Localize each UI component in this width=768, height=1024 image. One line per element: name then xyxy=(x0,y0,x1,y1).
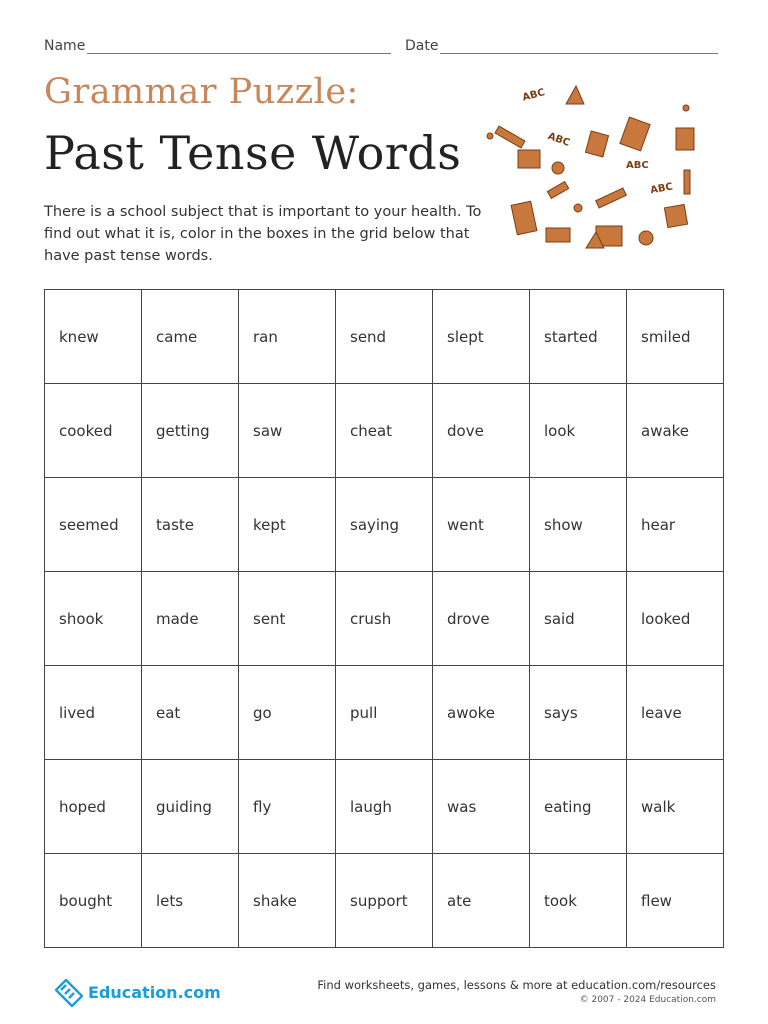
grid-cell[interactable]: leave xyxy=(627,666,724,760)
grid-cell[interactable]: made xyxy=(142,572,239,666)
education-logo[interactable] xyxy=(52,976,221,1008)
grid-cell[interactable]: guiding xyxy=(142,760,239,854)
grid-cell[interactable]: laugh xyxy=(336,760,433,854)
grid-cell[interactable]: saw xyxy=(239,384,336,478)
name-field[interactable] xyxy=(44,38,391,54)
grid-cell[interactable]: said xyxy=(530,572,627,666)
grid-row xyxy=(45,478,724,572)
logo-text: Education.com xyxy=(88,982,221,1002)
grid-cell[interactable]: shook xyxy=(45,572,142,666)
grid-cell[interactable]: eat xyxy=(142,666,239,760)
education-logo-icon xyxy=(52,976,86,1008)
date-line xyxy=(440,39,718,54)
date-field[interactable] xyxy=(405,38,718,54)
grid-cell[interactable]: dove xyxy=(433,384,530,478)
clip-apple-icon xyxy=(552,162,564,174)
clip-ball-icon xyxy=(639,231,653,245)
clip-tv-icon xyxy=(518,150,540,168)
clip-crayon-icon xyxy=(495,126,525,148)
grid-cell[interactable]: says xyxy=(530,666,627,760)
grid-cell[interactable]: went xyxy=(433,478,530,572)
title-line-2: Past Tense Words xyxy=(44,126,462,180)
grid-cell[interactable]: lets xyxy=(142,854,239,948)
grid-cell[interactable]: cooked xyxy=(45,384,142,478)
grid-cell[interactable]: knew xyxy=(45,290,142,384)
grid-cell[interactable]: came xyxy=(142,290,239,384)
grid-cell[interactable]: seemed xyxy=(45,478,142,572)
grid-cell[interactable]: shake xyxy=(239,854,336,948)
clip-cup-icon xyxy=(585,131,608,157)
grid-cell[interactable]: walk xyxy=(627,760,724,854)
grid-cell[interactable]: taste xyxy=(142,478,239,572)
grid-cell[interactable]: fly xyxy=(239,760,336,854)
grid-cell[interactable]: look xyxy=(530,384,627,478)
name-line xyxy=(87,39,391,54)
grid-cell[interactable]: show xyxy=(530,478,627,572)
grid-cell[interactable]: crush xyxy=(336,572,433,666)
grid-cell[interactable]: slept xyxy=(433,290,530,384)
grid-row xyxy=(45,666,724,760)
grid-cell[interactable]: sent xyxy=(239,572,336,666)
word-grid xyxy=(44,289,724,948)
svg-text:ABC: ABC xyxy=(626,160,649,171)
grid-cell[interactable]: pull xyxy=(336,666,433,760)
clip-cube-icon xyxy=(664,204,687,227)
footer-tagline[interactable]: Find worksheets, games, lessons & more at education.com/resources xyxy=(317,978,716,992)
grid-cell[interactable]: flew xyxy=(627,854,724,948)
grid-cell[interactable]: getting xyxy=(142,384,239,478)
grid-cell[interactable]: smiled xyxy=(627,290,724,384)
grid-cell[interactable]: cheat xyxy=(336,384,433,478)
grid-cell[interactable]: kept xyxy=(239,478,336,572)
instructions: There is a school subject that is important to your health. To find out what it is, color in the boxes in the grid below that have past tense words. xyxy=(44,204,482,264)
grid-cell[interactable]: bought xyxy=(45,854,142,948)
svg-text:ABC: ABC xyxy=(649,181,674,197)
grid-cell[interactable]: send xyxy=(336,290,433,384)
footer-copyright: © 2007 - 2024 Education.com xyxy=(579,995,716,1005)
date-label: Date xyxy=(405,38,439,54)
clip-stick-icon xyxy=(684,170,690,194)
grid-cell[interactable]: took xyxy=(530,854,627,948)
grid-cell[interactable]: eating xyxy=(530,760,627,854)
clip-crate-icon xyxy=(546,228,570,242)
footer-info xyxy=(317,978,716,1005)
grid-row xyxy=(45,290,724,384)
clip-marker-icon xyxy=(596,188,627,208)
grid-cell[interactable]: ran xyxy=(239,290,336,384)
clip-triangle-icon xyxy=(566,86,584,104)
clip-notebook-icon xyxy=(620,117,650,151)
grid-row xyxy=(45,572,724,666)
grid-cell[interactable]: support xyxy=(336,854,433,948)
grid-cell[interactable]: looked xyxy=(627,572,724,666)
clip-pencil-icon xyxy=(547,182,568,199)
grid-cell[interactable]: started xyxy=(530,290,627,384)
grid-cell[interactable]: hear xyxy=(627,478,724,572)
header-fields xyxy=(44,38,724,56)
grid-cell[interactable]: awoke xyxy=(433,666,530,760)
grid-cell[interactable]: saying xyxy=(336,478,433,572)
clip-bag-icon xyxy=(676,128,694,150)
grid-row xyxy=(45,854,724,948)
grid-row xyxy=(45,384,724,478)
name-label: Name xyxy=(44,38,86,54)
grid-cell[interactable]: hoped xyxy=(45,760,142,854)
grid-cell[interactable]: was xyxy=(433,760,530,854)
grid-cell[interactable]: lived xyxy=(45,666,142,760)
school-supplies-clipart-icon xyxy=(478,78,708,268)
grid-cell[interactable]: go xyxy=(239,666,336,760)
grid-row xyxy=(45,760,724,854)
svg-text:ABC: ABC xyxy=(521,87,547,104)
grid-cell[interactable]: ate xyxy=(433,854,530,948)
grid-cell[interactable]: drove xyxy=(433,572,530,666)
svg-text:ABC: ABC xyxy=(546,130,572,149)
title-line-1: Grammar Puzzle: xyxy=(44,72,359,112)
clip-book-icon xyxy=(511,201,537,235)
grid-cell[interactable]: awake xyxy=(627,384,724,478)
